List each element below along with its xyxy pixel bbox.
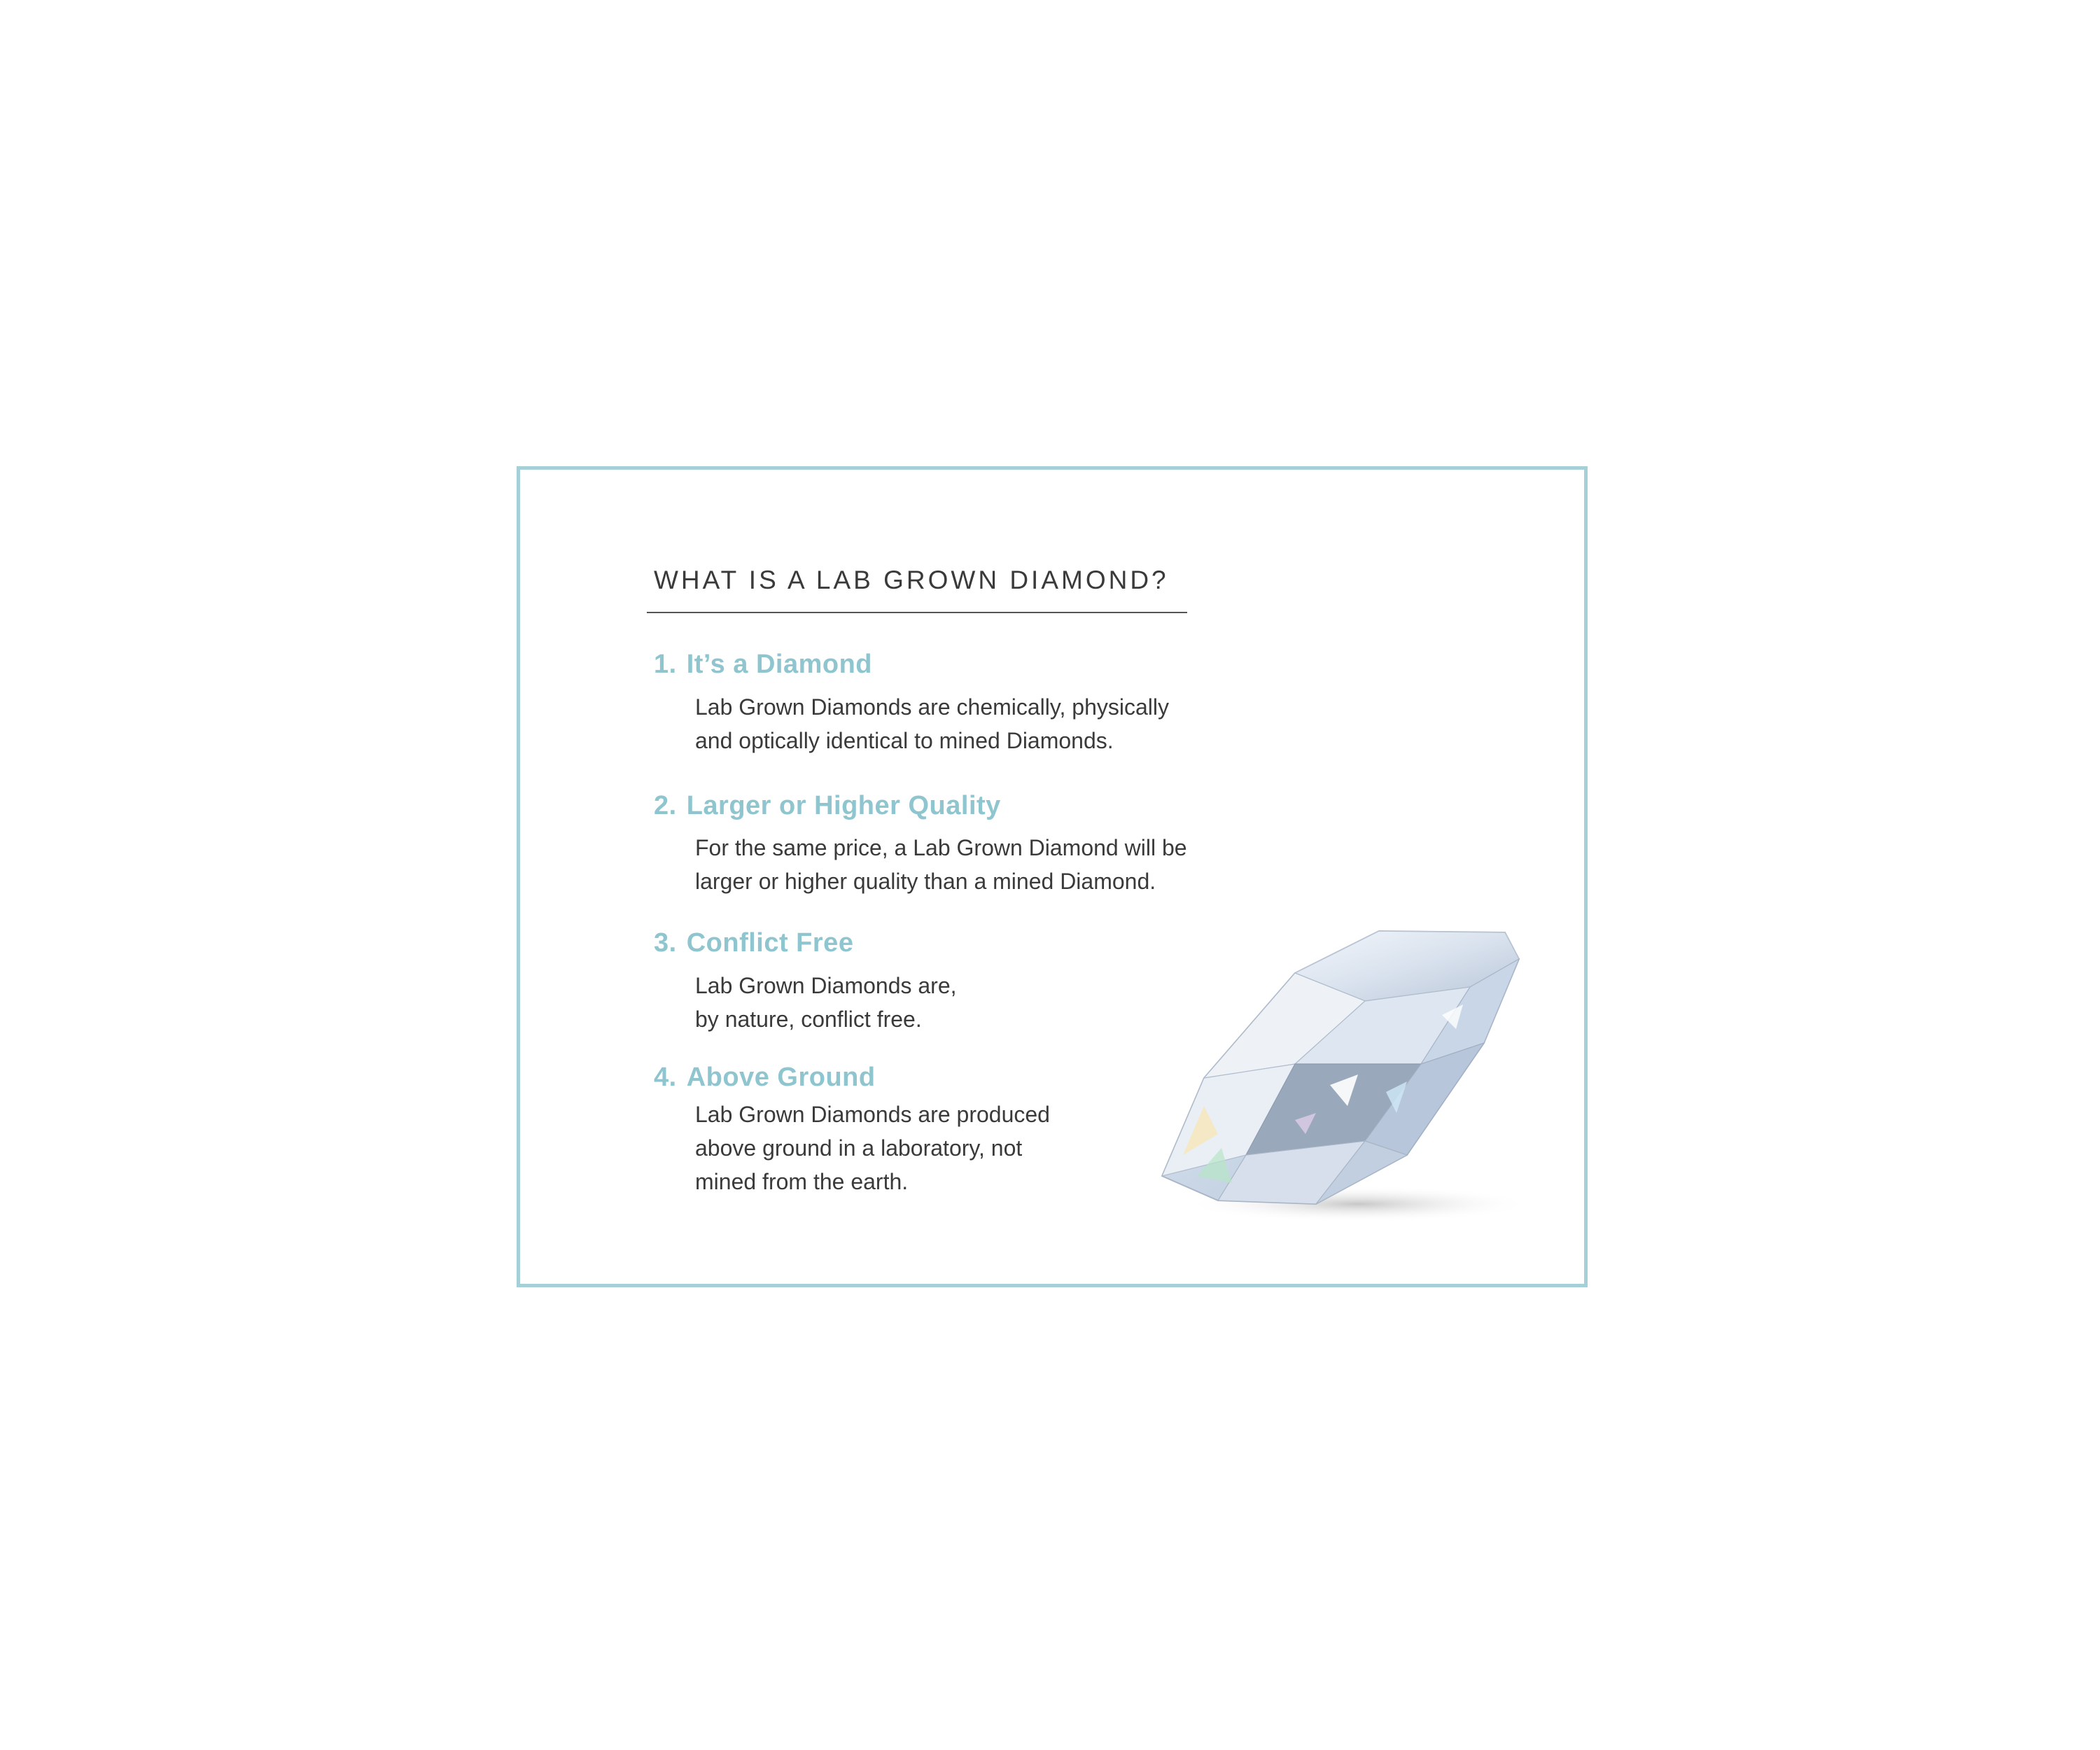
item-body-2 (695, 831, 1187, 898)
item-line: Lab Grown Diamonds are produced (695, 1102, 1050, 1127)
item-heading-4 (654, 1063, 876, 1093)
item-body-3 (695, 969, 957, 1036)
diamond-icon (1155, 924, 1533, 1225)
item-number: 2. (654, 791, 677, 820)
item-title: Conflict Free (686, 928, 854, 958)
item-title: Larger or Higher Quality (686, 791, 1001, 820)
item-heading-3 (654, 928, 853, 958)
item-heading-1 (654, 650, 872, 680)
item-line: Lab Grown Diamonds are, (695, 973, 957, 998)
item-number: 1. (654, 650, 677, 679)
item-line: and optically identical to mined Diamonds. (695, 728, 1114, 753)
item-line: mined from the earth. (695, 1169, 909, 1194)
item-heading-2 (654, 791, 1001, 821)
item-title: It’s a Diamond (686, 650, 873, 679)
item-line: Lab Grown Diamonds are chemically, physically (695, 694, 1170, 720)
item-line: above ground in a laboratory, not (695, 1135, 1023, 1161)
item-line: For the same price, a Lab Grown Diamond will be (695, 835, 1187, 860)
item-title: Above Ground (686, 1063, 876, 1092)
item-number: 4. (654, 1063, 677, 1092)
item-line: larger or higher quality than a mined Diamond. (695, 869, 1156, 894)
item-number: 3. (654, 928, 677, 958)
title-underline (647, 612, 1187, 613)
item-body-4 (695, 1098, 1050, 1198)
item-line: by nature, conflict free. (695, 1007, 922, 1032)
item-body-1 (695, 690, 1169, 757)
page-title: WHAT IS A LAB GROWN DIAMOND? (654, 566, 1169, 594)
